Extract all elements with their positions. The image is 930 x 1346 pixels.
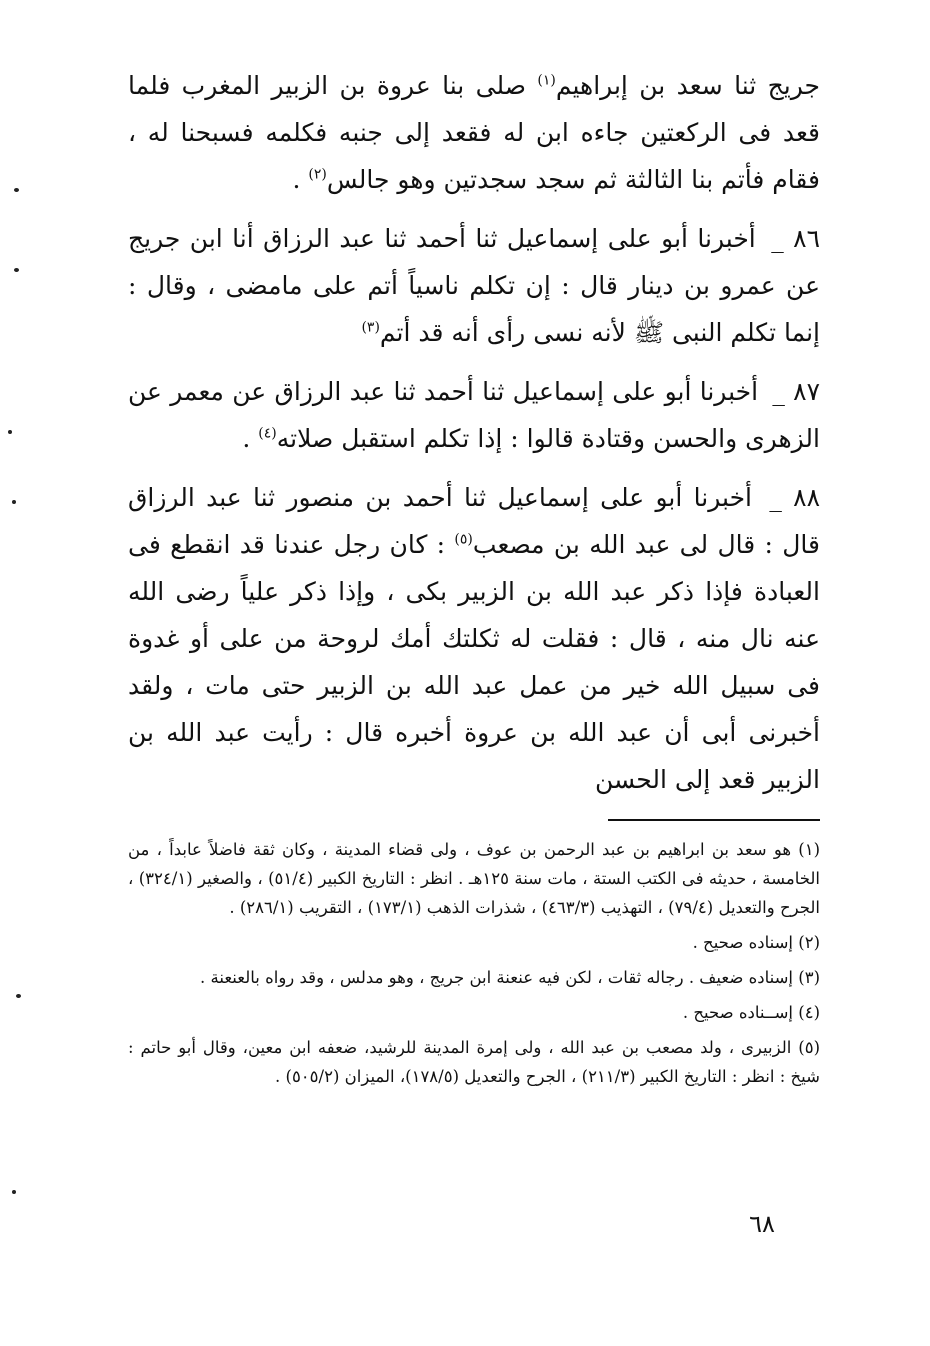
footnote-separator xyxy=(608,819,820,821)
paragraph-text: : كان رجل عندنا قد انقطع فى العبادة فإذا ذكر عبد الله بن الزبير بكى ، وإذا ذكر علياً رضى الله عنه نال منه ، قال : فقلت له ثكلتك أمك لروحة من على أو غدوة فى سبيل الله خير من عمل عبد الله بن الزبير حتى مات ، ولقد أخبرنى أبى أن عبد الله بن عروة أخبره قال : رأيت عبد الله بن الزبير قعد إلى الحسن xyxy=(128,530,820,794)
hadith-number: ٨٦ _ xyxy=(771,224,821,253)
footnote-ref-3: (٣) xyxy=(361,319,380,336)
footnotes-list xyxy=(128,835,820,1091)
page-number: ٦٨ xyxy=(749,1210,775,1238)
footnote-ref-2: (٢) xyxy=(308,166,327,183)
hadith-87 xyxy=(128,368,820,462)
footnote-ref-4: (٤) xyxy=(258,425,277,442)
paragraph-text: . xyxy=(292,165,309,194)
footnote-5: (٥) الزبيرى ، ولد مصعب بن عبد الله ، ولى إمرة المدينة للرشيد، ضعفه ابن معين، وقال أبو حاتم : شيخ : انظر : التاريخ الكبير (٢١١/٣) ، الجرح والتعديل (١٧٨/٥)، الميزان (٥٠٥/٢) . xyxy=(128,1038,820,1086)
footnote-4: (٤) إســناده صحيح . xyxy=(682,1003,820,1022)
footnote-3: (٣) إسناده ضعيف . رجاله ثقات ، لكن فيه عنعنة ابن جريج ، وهو مدلس ، وقد رواه بالعنعنة . xyxy=(200,968,820,987)
page-text-block xyxy=(128,62,820,1097)
scan-speck xyxy=(16,994,21,998)
paragraph-text: أخبرنا أبو على إسماعيل ثنا أحمد بن منصور ثنا عبد الرزاق قال : قال لى عبد الله بن مصعب xyxy=(128,483,820,559)
paragraph-text: صلى بنا عروة بن الزبير المغرب فلما قعد فى الركعتين جاءه ابن له فقعد إلى جنبه فكلمه فسبحنا له ، فقام فأتم بنا الثالثة ثم سجد سجدتين وهو جالس xyxy=(128,71,820,194)
paragraph-text: . xyxy=(242,424,259,453)
footnote-ref-1: (١) xyxy=(537,72,556,89)
scan-speck xyxy=(14,268,19,272)
scan-speck xyxy=(12,500,16,504)
hadith-number: ٨٧ _ xyxy=(772,377,820,406)
hadith-86 xyxy=(128,215,820,356)
paragraph-text: جريج ثنا سعد بن إبراهيم xyxy=(555,71,820,100)
scan-speck xyxy=(8,430,12,434)
hadith-number: ٨٨ _ xyxy=(769,483,821,512)
scan-speck xyxy=(14,188,19,192)
paragraph-text: أخبرنا أبو على إسماعيل ثنا أحمد ثنا عبد الرزاق أنا ابن جريج عن عمرو بن دينار قال : إن تكلم ناسياً أتم على مامضى ، وقال : إنما تكلم النبى ﷺ لأنه نسى رأى أنه قد أتم xyxy=(128,224,820,347)
footnote-ref-5: (٥) xyxy=(454,531,473,548)
scan-speck xyxy=(12,1190,16,1194)
hadith-88 xyxy=(128,474,820,803)
footnote-2: (٢) إسناده صحيح . xyxy=(692,933,820,952)
footnote-1: (١) هو سعد بن ابراهيم بن عبد الرحمن بن عوف ، ولى قضاء المدينة ، وكان ثقة فاضلاً عابداً ، من الخامسة ، حديثه فى الكتب الستة ، مات سنة ١٢٥هـ . انظر : التاريخ الكبير (٥١/٤) ، والصغير (٣٢٤/١) ، الجرح والتعديل (٧٩/٤) ، التهذيب (٤٦٣/٣) ، شذرات الذهب (١٧٣/١) ، التقريب (٢٨٦/١) . xyxy=(128,840,820,917)
paragraph-continuation xyxy=(128,62,820,203)
paragraph-text: أخبرنا أبو على إسماعيل ثنا أحمد ثنا عبد الرزاق عن معمر عن الزهرى والحسن وقتادة قالوا : إذا تكلم استقبل صلاته xyxy=(128,377,820,453)
